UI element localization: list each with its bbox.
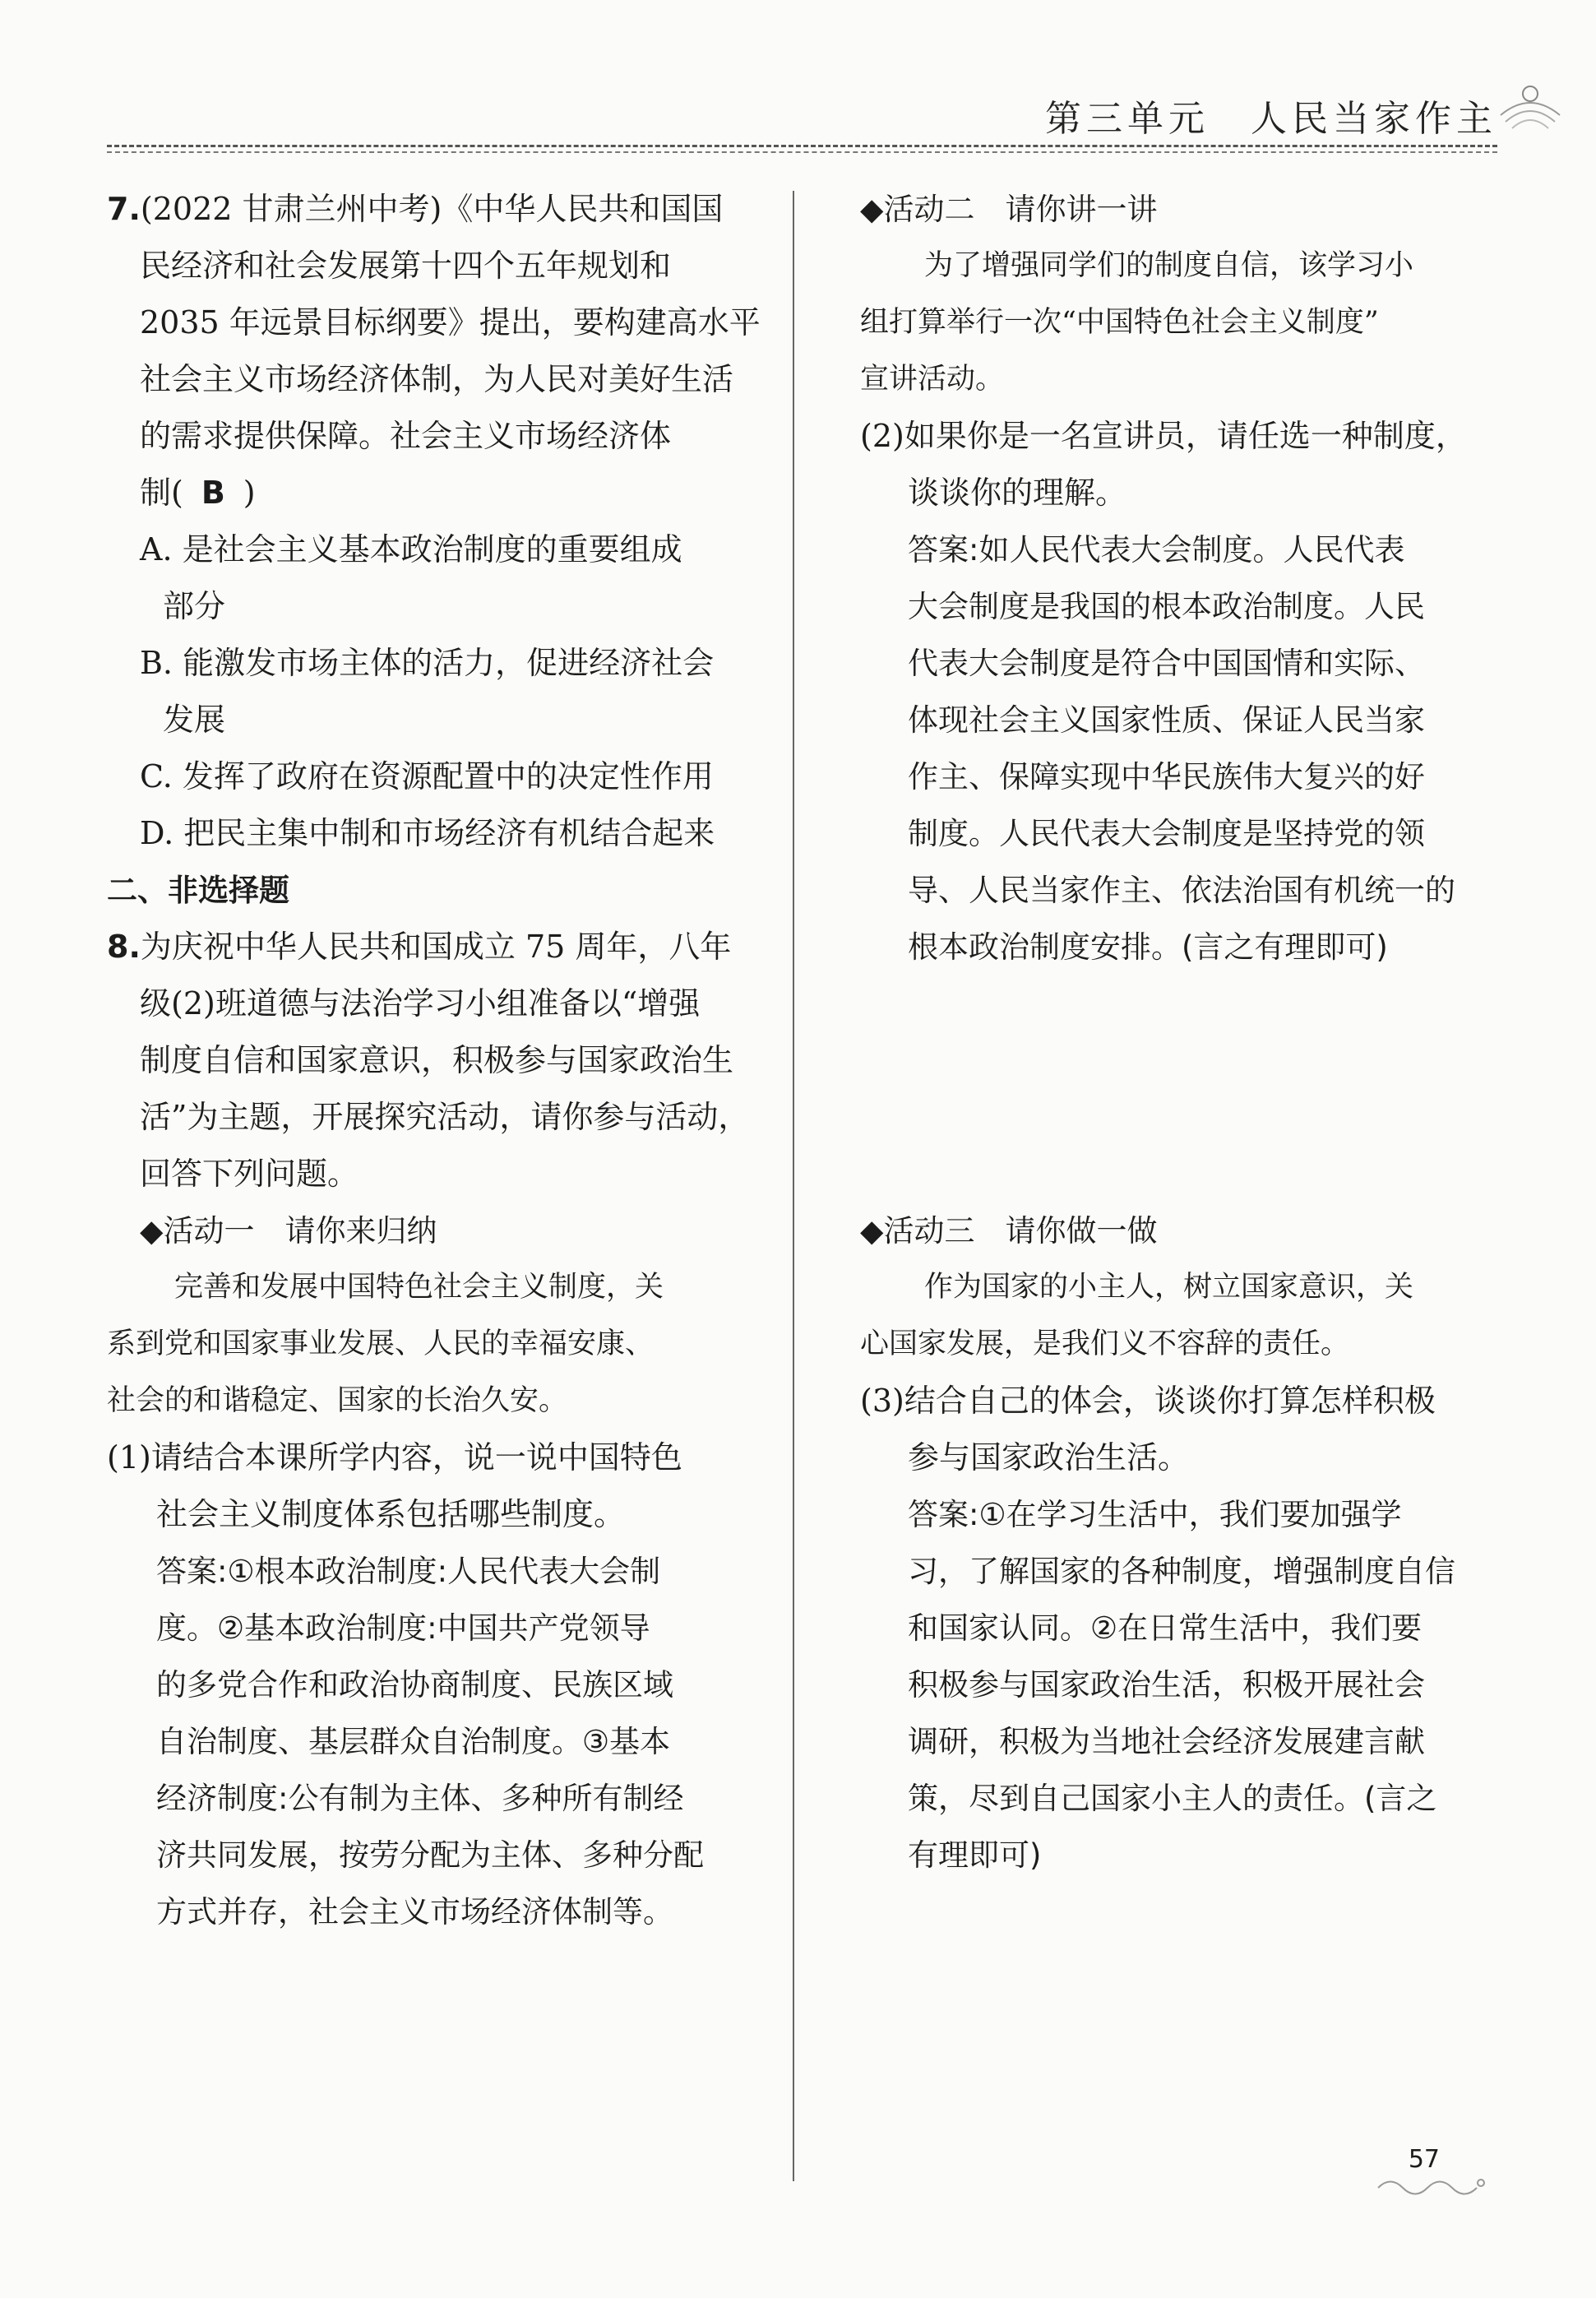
answer-text: 有理即可) — [908, 1837, 1042, 1873]
right-column — [860, 181, 1501, 1883]
option-d: D. 把民主集中制和市场经济有机结合起来 — [140, 815, 715, 851]
answer-text: 导、人民当家作主、依法治国有机统一的 — [908, 873, 1455, 908]
section-heading: 二、非选择题 — [107, 873, 289, 908]
answer-text: 体现社会主义国家性质、保证人民当家 — [908, 702, 1425, 738]
answer-text: 度。②基本政治制度:中国共产党领导 — [156, 1610, 650, 1646]
answer-text: 调研，积极为当地社会经济发展建言献 — [908, 1724, 1425, 1759]
sub-question: 参与国家政治生活。 — [908, 1439, 1190, 1476]
answer-text: 作主、保障实现中华民族伟大复兴的好 — [908, 759, 1425, 795]
question-line: ) — [243, 475, 256, 511]
activity-intro: 组打算举行一次“中国特色社会主义制度” — [860, 306, 1379, 339]
answer-text: 答案:①根本政治制度:人民代表大会制 — [156, 1554, 661, 1589]
answer-text: 答案:如人民代表大会制度。人民代表 — [908, 532, 1405, 568]
answer-spacer — [860, 975, 1501, 1202]
question-number: 7. — [107, 191, 141, 227]
option-a-cont: 部分 — [163, 588, 226, 624]
activity-intro: 宣讲活动。 — [860, 363, 1005, 396]
question-number: 8. — [107, 929, 141, 965]
activity-intro: 完善和发展中国特色社会主义制度，关 — [174, 1271, 664, 1304]
option-a: A. 是社会主义基本政治制度的重要组成 — [140, 531, 682, 568]
left-column — [107, 181, 765, 1940]
activity-heading: ◆活动一 请你来归纳 — [140, 1213, 437, 1249]
activity-heading: ◆活动二 请你讲一讲 — [860, 192, 1158, 227]
activity-intro: 为了增强同学们的制度自信，该学习小 — [924, 249, 1414, 282]
question-line: 社会主义市场经济体制，为人民对美好生活 — [140, 361, 734, 397]
question-line: 2035 年远景目标纲要》提出，要构建高水平 — [140, 304, 761, 341]
sub-question: (1)请结合本课所学内容，说一说中国特色 — [107, 1439, 682, 1476]
question-line: (2022 甘肃兰州中考)《中华人民共和国国 — [140, 191, 724, 227]
answer-text: 习，了解国家的各种制度，增强制度自信 — [908, 1554, 1455, 1589]
answer-text: 根本政治制度安排。(言之有理即可) — [908, 929, 1388, 965]
sub-question: (2)如果你是一名宣讲员，请任选一种制度， — [860, 418, 1467, 454]
answer-text: 策，尽到自己国家小主人的责任。(言之 — [908, 1781, 1437, 1816]
answer-text: 济共同发展，按劳分配为主体、多种分配 — [156, 1837, 704, 1873]
activity-intro: 作为国家的小主人，树立国家意识，关 — [924, 1271, 1414, 1304]
question-line: 制度自信和国家意识，积极参与国家政治生 — [140, 1042, 734, 1078]
activity-intro: 心国家发展，是我们义不容辞的责任。 — [860, 1327, 1350, 1360]
question-line: 制( — [140, 475, 183, 511]
option-c: C. 发挥了政府在资源配置中的决定性作用 — [140, 758, 714, 795]
answer-text: 积极参与国家政治生活，积极开展社会 — [908, 1667, 1425, 1703]
page-number: 57 — [1408, 2145, 1440, 2174]
swirl-ornament-icon — [1374, 2171, 1489, 2196]
answer-text: 的多党合作和政治协商制度、民族区域 — [156, 1667, 673, 1703]
question-line: 民经济和社会发展第十四个五年规划和 — [140, 248, 672, 284]
option-b-cont: 发展 — [163, 702, 226, 738]
activity-heading: ◆活动三 请你做一做 — [860, 1213, 1158, 1249]
answer-text: 方式并存，社会主义市场经济体制等。 — [156, 1894, 673, 1930]
header-divider-secondary — [107, 151, 1497, 153]
leaf-ornament-icon — [1497, 82, 1563, 132]
answer-text: 答案:①在学习生活中，我们要加强学 — [908, 1497, 1402, 1532]
question-8 — [107, 919, 765, 1940]
answer-text: 和国家认同。②在日常生活中，我们要 — [908, 1610, 1423, 1646]
answer-text: 经济制度:公有制为主体、多种所有制经 — [156, 1781, 684, 1816]
question-line: 为庆祝中华人民共和国成立 75 周年，八年 — [140, 929, 732, 965]
sub-question: 社会主义制度体系包括哪些制度。 — [156, 1496, 626, 1532]
option-b: B. 能激发市场主体的活力，促进经济社会 — [140, 645, 715, 681]
answer-text: 大会制度是我国的根本政治制度。人民 — [908, 589, 1425, 624]
header-divider — [107, 145, 1497, 147]
answer-text: 自治制度、基层群众自治制度。③基本 — [156, 1724, 671, 1759]
answer-choice: B — [201, 475, 225, 511]
activity-intro: 社会的和谐稳定、国家的长治久安。 — [107, 1384, 568, 1417]
question-line: 活”为主题，开展探究活动，请你参与活动， — [140, 1099, 750, 1135]
activity-intro: 系到党和国家事业发展、人民的幸福安康、 — [107, 1327, 655, 1360]
sub-question: 谈谈你的理解。 — [908, 475, 1127, 511]
unit-title: 第三单元 人民当家作主 — [1045, 98, 1497, 140]
column-divider — [793, 191, 794, 2181]
answer-text: 代表大会制度是符合中国国情和实际、 — [908, 646, 1425, 681]
question-line: 级(2)班道德与法治学习小组准备以“增强 — [140, 985, 701, 1022]
question-7 — [107, 181, 765, 862]
sub-question: (3)结合自己的体会，谈谈你打算怎样积极 — [860, 1383, 1436, 1419]
answer-text: 制度。人民代表大会制度是坚持党的领 — [908, 816, 1425, 851]
question-line: 回答下列问题。 — [140, 1156, 359, 1192]
question-line: 的需求提供保障。社会主义市场经济体 — [140, 418, 672, 454]
